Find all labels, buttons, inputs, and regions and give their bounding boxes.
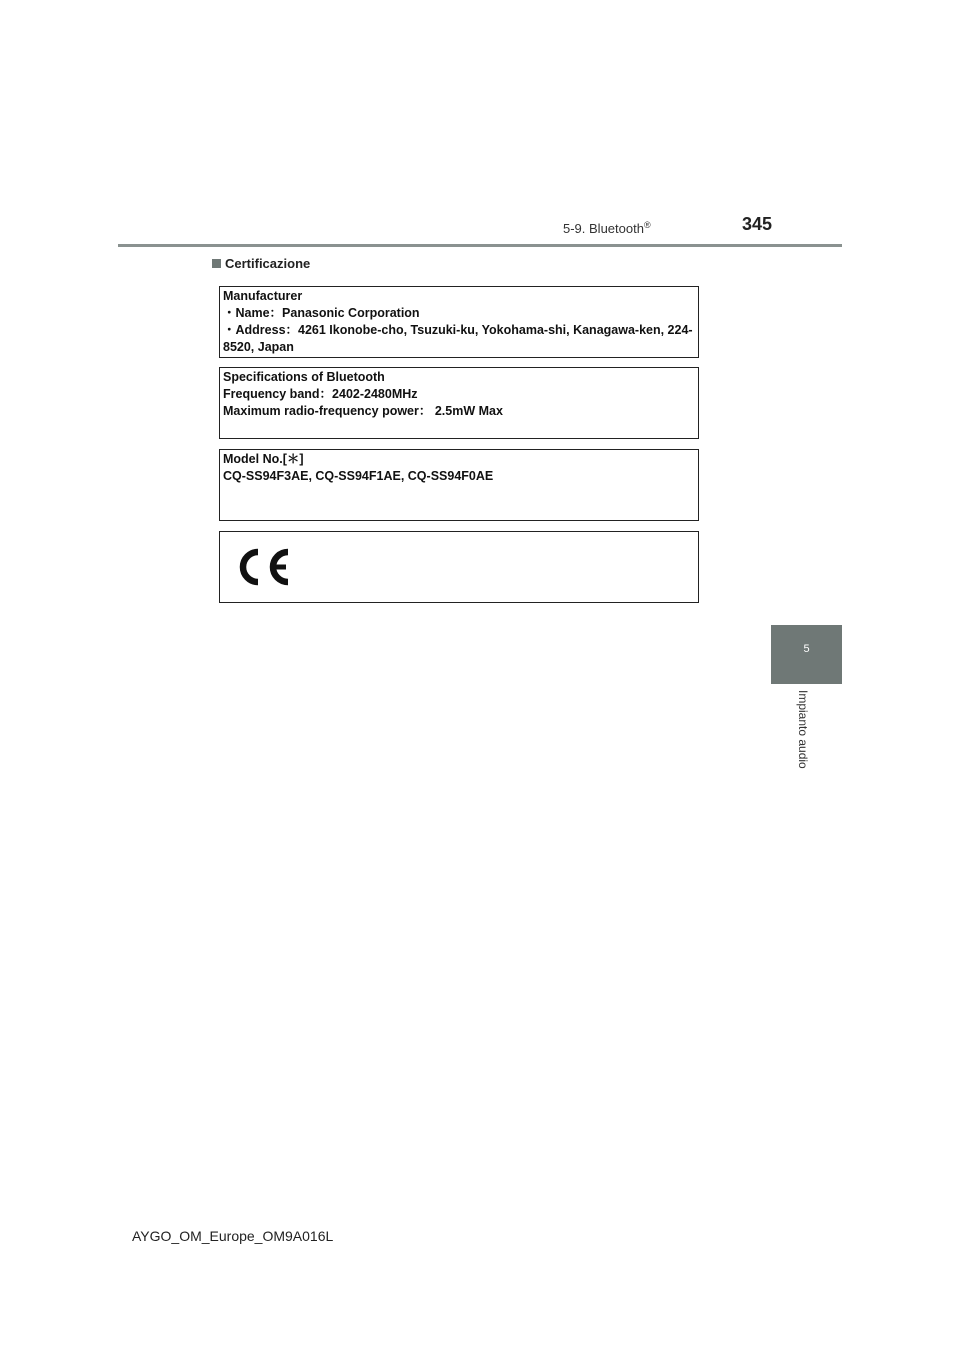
square-bullet-icon [212,259,221,268]
manufacturer-address: ・Address：4261 Ikonobe-cho, Tsuzuki-ku, Yokohama-shi, Kanagawa-ken, 224-8520, Japan [223,323,693,354]
footer-document-code: AYGO_OM_Europe_OM9A016L [132,1228,334,1244]
manufacturer-label-box [219,286,699,358]
model-numbers: CQ-SS94F3AE, CQ-SS94F1AE, CQ-SS94F0AE [223,469,494,483]
registered-trademark: ® [643,220,651,230]
header-section-text: 5-9. Bluetooth [563,221,644,236]
header-section-title [563,220,651,236]
spec-frequency-band: Frequency band：2402-2480MHz [223,387,418,401]
section-heading [212,256,310,271]
section-heading-text: Certificazione [225,256,311,271]
model-title: Model No.[＊] [223,452,304,466]
spec-max-power: Maximum radio-frequency power： 2.5mW Max [223,404,503,418]
bluetooth-spec-label-box [219,367,699,439]
chapter-title: Impianto audio [796,690,810,769]
manufacturer-title: Manufacturer [223,289,303,303]
header-divider [118,244,842,247]
ce-mark-label-box [219,531,699,603]
ce-mark-icon [232,544,294,590]
model-number-label-box [219,449,699,521]
chapter-tab: 5 [771,625,842,684]
spec-title: Specifications of Bluetooth [223,370,385,384]
manufacturer-name: ・Name：Panasonic Corporation [223,306,420,320]
page-number: 345 [742,214,773,234]
